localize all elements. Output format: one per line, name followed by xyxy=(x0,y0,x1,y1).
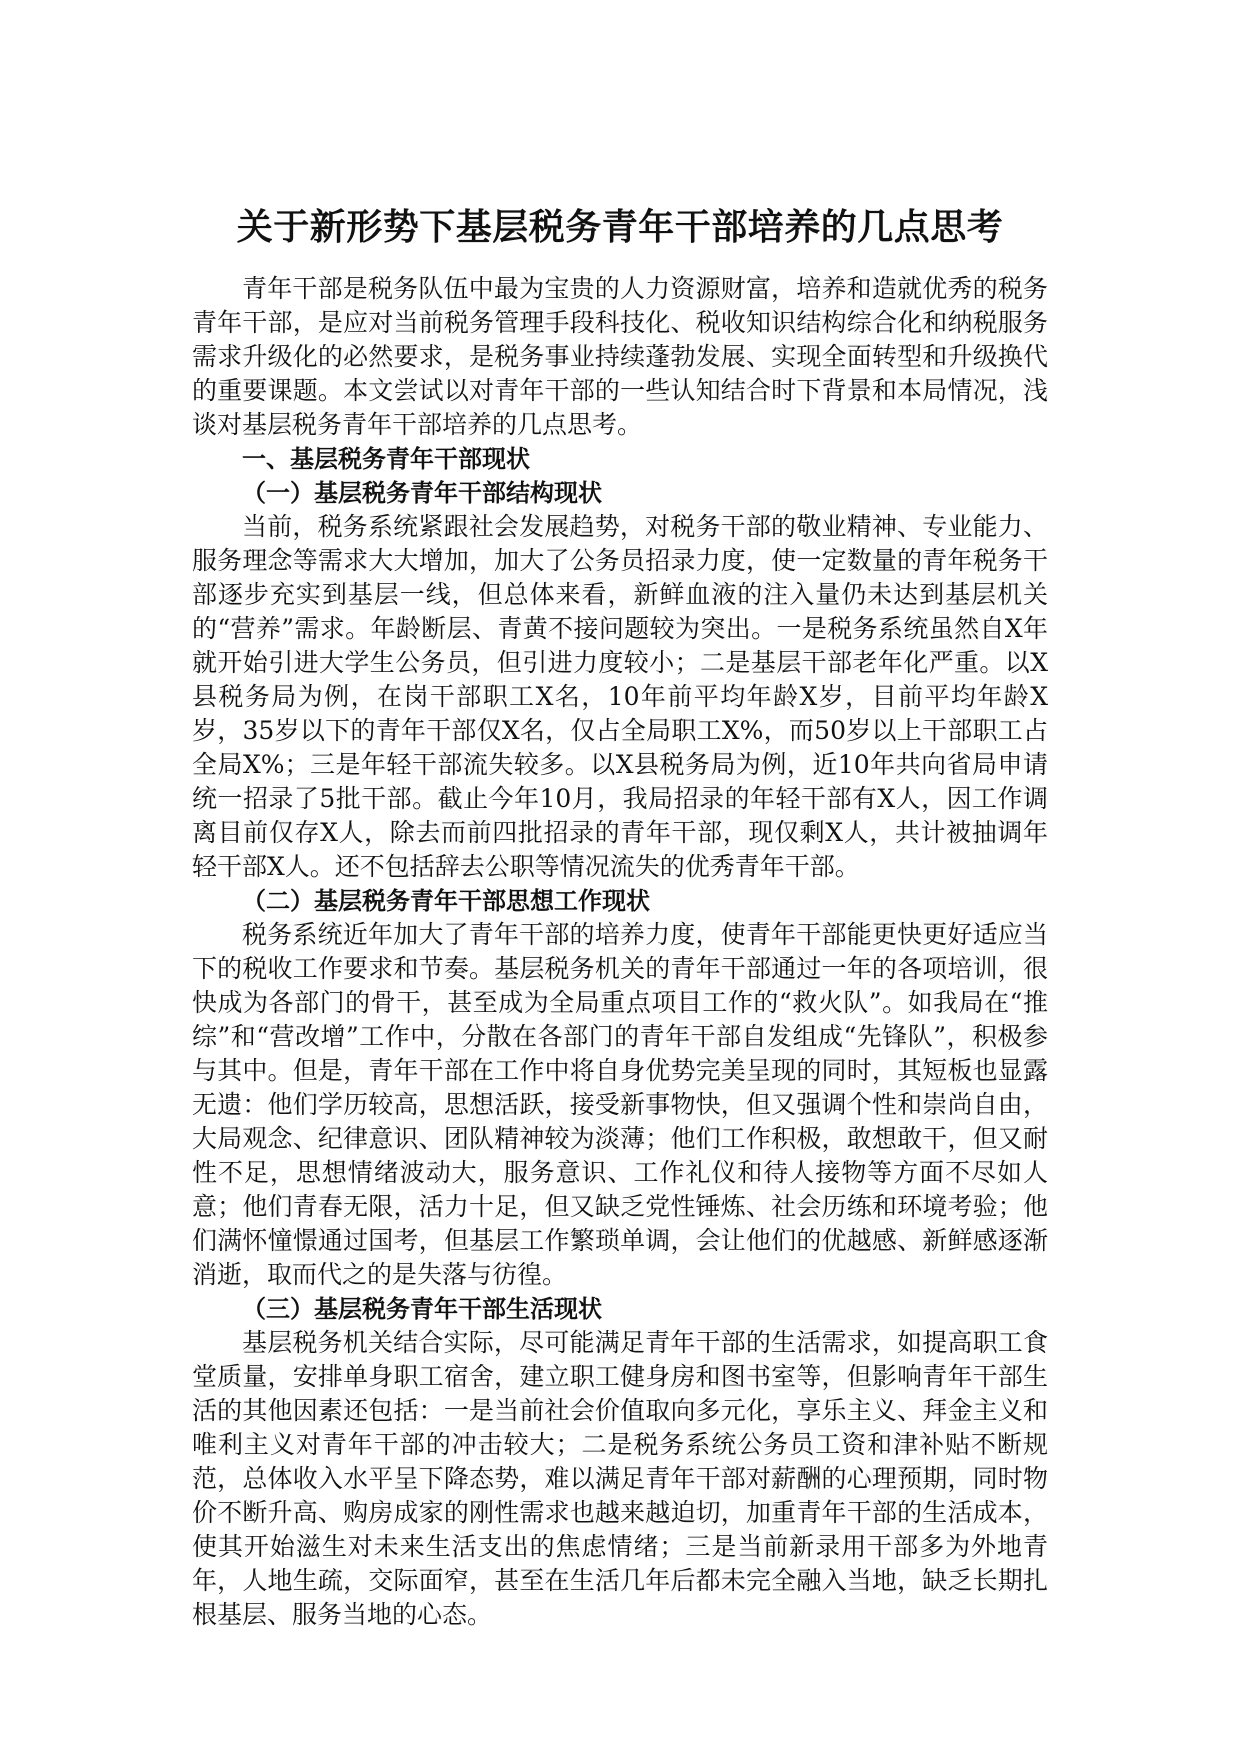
intro-paragraph: 青年干部是税务队伍中最为宝贵的人力资源财富，培养和造就优秀的税务青年干部，是应对当前税务管理手段科技化、税收知识结构综合化和纳税服务需求升级化的必然要求，是税务事业持续蓬勃发展、实现全面转型和升级换代的重要课题。本文尝试以对青年干部的一些认知结合时下背景和本局情况，浅谈对基层税务青年干部培养的几点思考。 xyxy=(192,274,1048,439)
subsection-heading-3: （三）基层税务青年干部生活现状 xyxy=(242,1295,602,1323)
section-heading-1: 一、基层税务青年干部现状 xyxy=(242,445,530,473)
document-title: 关于新形势下基层税务青年干部培养的几点思考 xyxy=(236,207,1004,248)
subsection-paragraph-1: 当前，税务系统紧跟社会发展趋势，对税务干部的敬业精神、专业能力、服务理念等需求大大增加，加大了公务员招录力度，使一定数量的青年税务干部逐步充实到基层一线，但总体来看，新鲜血液的注入量仍未达到基层机关的“营养”需求。年龄断层、青黄不接问题较为突出。一是税务系统虽然自X年就开始引进大学生公务员，但引进力度较小；二是基层干部老年化严重。以X县税务局为例，在岗干部职工X名，10年前平均年龄X岁，目前平均年龄X岁，35岁以下的青年干部仅X名，仅占全局职工X%，而50岁以上干部职工占全局X%；三是年轻干部流失较多。以X县税务局为例，近10年共向省局申请统一招录了5批干部。截止今年10月，我局招录的年轻干部有X人，因工作调离目前仅存X人，除去而前四批招录的青年干部，现仅剩X人，共计被抽调年轻干部X人。还不包括辞去公职等情况流失的优秀青年干部。 xyxy=(192,512,1048,881)
subsection-heading-2: （二）基层税务青年干部思想工作现状 xyxy=(242,887,650,915)
document-body xyxy=(192,272,1048,1632)
subsection-heading-1: （一）基层税务青年干部结构现状 xyxy=(242,479,602,507)
subsection-paragraph-2: 税务系统近年加大了青年干部的培养力度，使青年干部能更快更好适应当下的税收工作要求和节奏。基层税务机关的青年干部通过一年的各项培训，很快成为各部门的骨干，甚至成为全局重点项目工作的“救火队”。如我局在“推综”和“营改增”工作中，分散在各部门的青年干部自发组成“先锋队”，积极参与其中。但是，青年干部在工作中将自身优势完美呈现的同时，其短板也显露无遗：他们学历较高，思想活跃，接受新事物快，但又强调个性和崇尚自由，大局观念、纪律意识、团队精神较为淡薄；他们工作积极，敢想敢干，但又耐性不足，思想情绪波动大，服务意识、工作礼仪和待人接物等方面不尽如人意；他们青春无限，活力十足，但又缺乏党性锤炼、社会历练和环境考验；他们满怀憧憬通过国考，但基层工作繁琐单调，会让他们的优越感、新鲜感逐渐消逝，取而代之的是失落与彷徨。 xyxy=(192,920,1048,1289)
subsection-paragraph-3: 基层税务机关结合实际，尽可能满足青年干部的生活需求，如提高职工食堂质量，安排单身职工宿舍，建立职工健身房和图书室等，但影响青年干部生活的其他因素还包括：一是当前社会价值取向多元化，享乐主义、拜金主义和唯利主义对青年干部的冲击较大；二是税务系统公务员工资和津补贴不断规范，总体收入水平呈下降态势，难以满足青年干部对薪酬的心理预期，同时物价不断升高、购房成家的刚性需求也越来越迫切，加重青年干部的生活成本，使其开始滋生对未来生活支出的焦虑情绪；三是当前新录用干部多为外地青年，人地生疏，交际面窄，甚至在生活几年后都未完全融入当地，缺乏长期扎根基层、服务当地的心态。 xyxy=(192,1328,1048,1629)
